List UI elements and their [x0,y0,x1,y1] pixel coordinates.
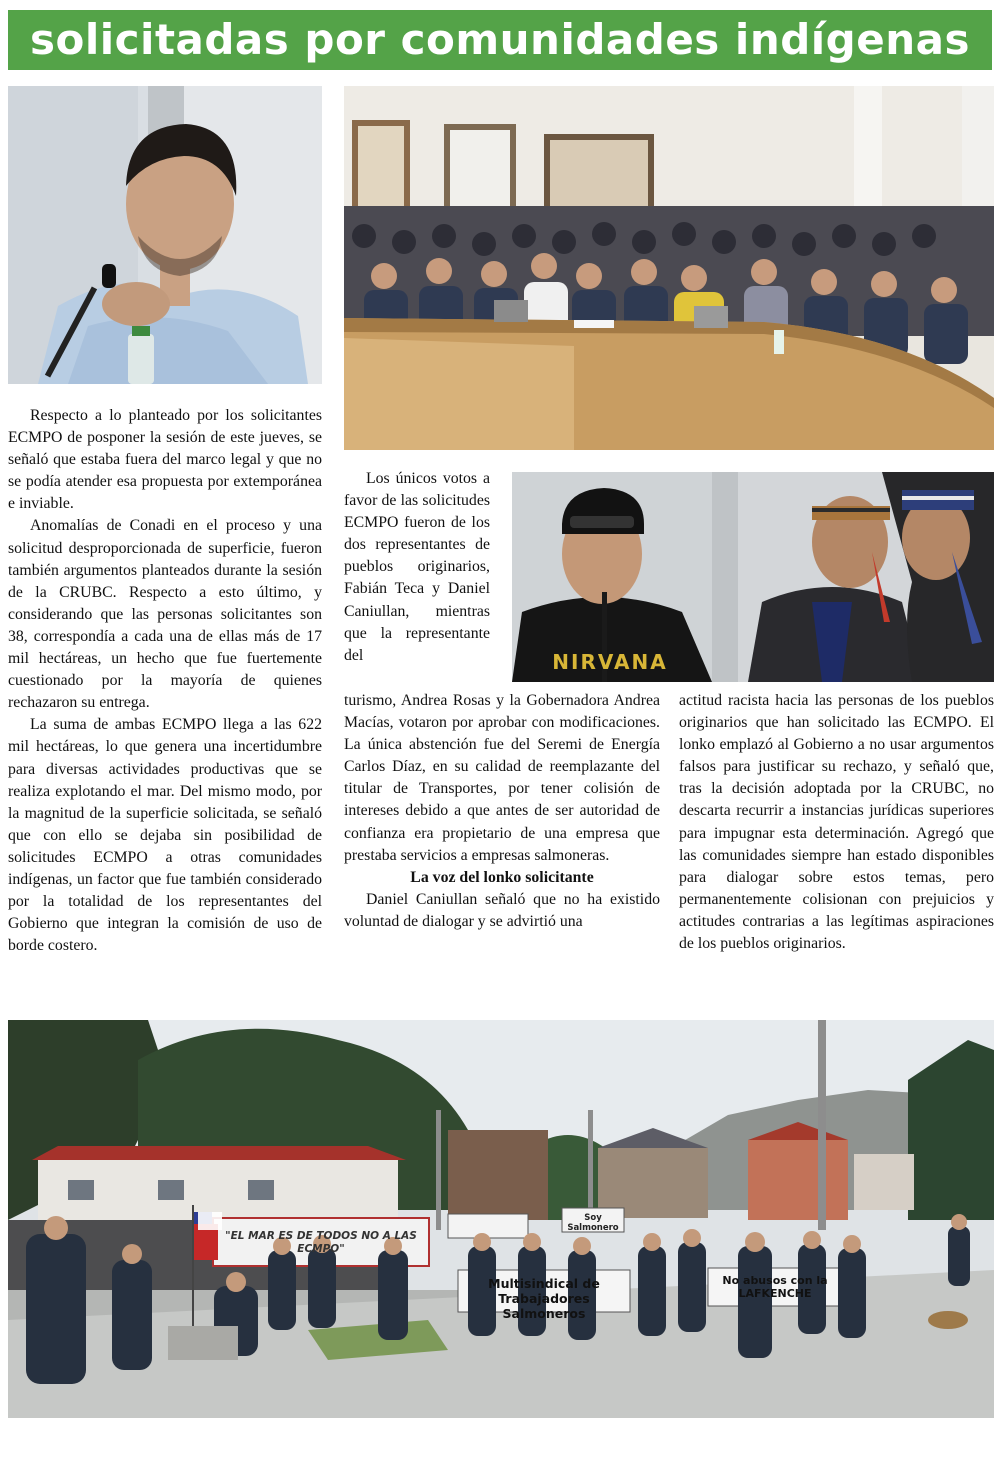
paragraph: Los únicos votos a favor de las solicitudes ECMPO fueron de los dos representantes de pueblos originarios, Fabián Teca y Daniel Caniullan, mientras que la representante del [344,470,490,664]
paragraph: actitud racista hacia las personas de los pueblos originarios que han solicitado las ECMPO. El lonko emplazó al Gobierno a no usar argumentos falsos para justificar su rechazo, y señaló que, tras la decisión adoptada por la CRUBC, no descarta recurrir a instancias jurídicas superiores para impugnar esta determinación. Agregó que las comunidades siempre han estado disponibles para dialogar sobre estos temas, pero permanentemente colisionan con prejuicios y actitudes contrarias a las legítimas aspiraciones de los pueblos originarios. [679,692,994,953]
photo-street-protest [8,1020,994,1418]
protest-banner-right: No abusos con la LAFKENCHE [722,1274,828,1300]
paragraph: La suma de ambas ECMPO llega a las 622 mil hectáreas, lo que genera una incertidumbre para diversas actividades productivas que se realiza explotando el mar. Del mismo modo, por la magnitud de la superficie solicitada, se señaló que con ello se dejaba sin posibilidad de solicitudes ECMPO a otras comunidades indígenas, un factor que fue también considerado por la totalidad de los representantes del Gobierno que integran la comisión de uso de borde costero. [8,716,322,955]
photo-session-room [344,86,994,450]
protest-banner-top: Soy Salmonero [567,1213,619,1233]
paragraph: Daniel Caniullan señaló que no ha existido voluntad de dialogar y se advirtió una [344,890,660,930]
paragraph: Anomalías de Conadi en el proceso y una solicitud desproporcionada de superficie, fueron también argumentos planteados durante la sesión de la CRUBC. Respecto a esto último, y considerando que las personas solicitantes son 38, correspondía a cada una de ellas más de 17 mil hectáreas, un hecho que fue fuertemente cuestionado por la mayoría de quienes rechazaron su entrega. [8,517,322,712]
column-2-wide [344,690,660,933]
column-1 [8,405,322,957]
paragraph: turismo, Andrea Rosas y la Gobernadora Andrea Macías, votaron por aprobar con modificaciones. La única abstención fue del Seremi de Energía Carlos Díaz, en su calidad de reemplazante del titular de Transportes, por tener colisión de intereses debido a que antes de ser autoridad de confianza era propietario de una empresa que prestaba servicios a empresas salmoneras. [344,692,660,864]
column-2-narrow [344,468,490,667]
photo-speaker-microphone [8,86,322,384]
protest-banner-main: Multisindical de Trabajadores Salmoneros [488,1276,600,1321]
shirt-print: NIRVANA [552,650,668,674]
page-title: solicitadas por comunidades indígenas [8,10,992,70]
protest-banner-left: "EL MAR ES DE TODOS NO A LAS ECMPO" [225,1230,417,1255]
paragraph: Respecto a lo planteado por los solicitantes ECMPO de posponer la sesión de este jueves, se señaló que estaba fuera del marco legal y que no se podía atender esa propuesta por extemporánea e inviable. [8,407,322,513]
subheading: La voz del lonko solicitante [410,868,594,886]
column-3 [679,690,994,955]
